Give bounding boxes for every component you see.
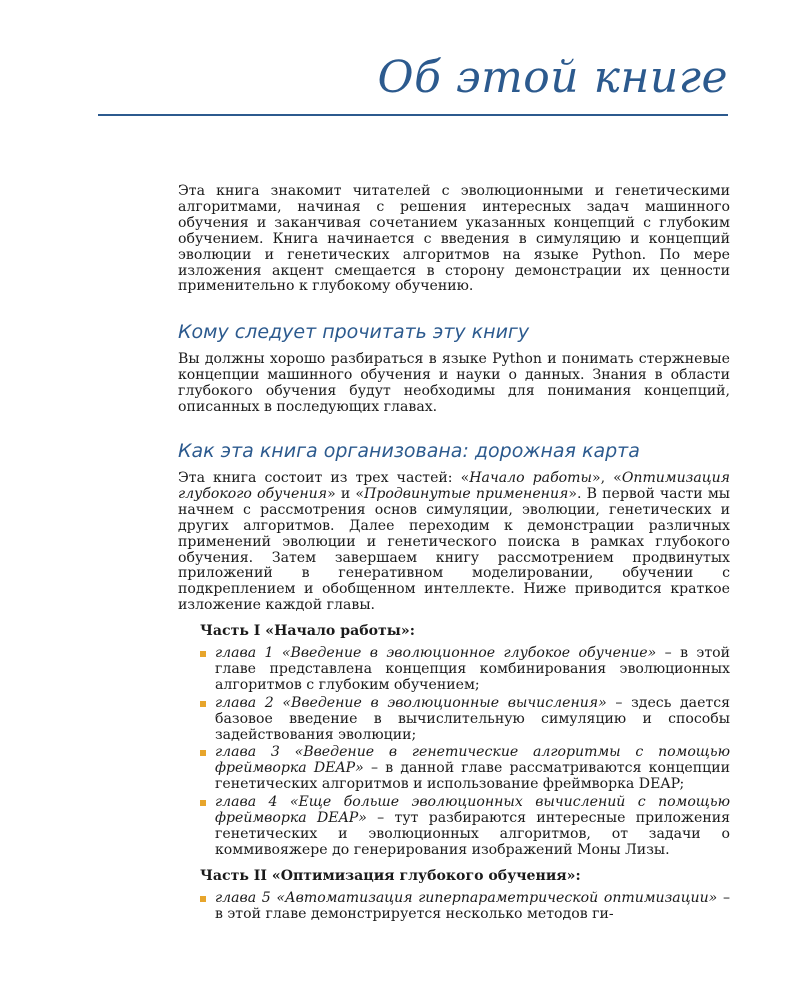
chapter-label: глава 3 «Введение в генетические алгоритмы с помощью фреймворка DEAP» — [215, 744, 730, 777]
audience-paragraph: Вы должны хорошо разбираться в языке Python и понимать стержневые концепции машинного обучения и науки о данных. Знания в области глубокого обучения будут необходимы для понимания концепций, описанных в последующих главах. — [178, 351, 730, 416]
page-content — [178, 184, 730, 925]
roadmap-sep-2: » и « — [327, 485, 365, 502]
roadmap-paragraph — [178, 471, 730, 614]
bullet-icon — [200, 800, 206, 806]
title-rule — [98, 114, 728, 116]
section-heading-audience: Кому следует прочитать эту книгу — [178, 321, 530, 344]
roadmap-sep-1: », « — [592, 469, 622, 486]
part2-chapter-list — [178, 891, 730, 923]
roadmap-text-start: Эта книга состоит из трех частей: « — [178, 469, 470, 486]
part2-title: Часть II «Оптимизация глубокого обучения»: — [200, 867, 581, 884]
section-heading-roadmap: Как эта книга организована: дорожная карта — [178, 439, 640, 462]
bullet-icon — [200, 750, 206, 756]
chapter-desc: – в этой главе представлена концепция комбинирования эволюционных алгоритмов с глубоким обучением; — [215, 645, 730, 693]
bullet-icon — [200, 651, 206, 657]
chapter-label: глава 4 «Еще больше эволюционных вычислений с помощью фреймворка DEAP» — [215, 794, 730, 827]
chapter-label: глава 1 «Введение в эволюционное глубокое обучение» — [215, 645, 657, 662]
chapter-desc: – здесь дается базовое введение в вычислительную симуляцию и способы задействования эволюции; — [215, 694, 731, 743]
bullet-icon — [200, 701, 206, 707]
part2-name: Оптимизация глубокого обучения — [178, 469, 730, 502]
list-item — [200, 646, 730, 694]
part1-chapter-list — [178, 646, 730, 859]
chapter-label: глава 5 «Автоматизация гиперпараметрической оптимизации» — [215, 889, 718, 906]
part1-name: Начало работы — [469, 469, 592, 486]
chapter-desc: – в этой главе демонстрируется несколько методов ги- — [215, 889, 730, 922]
chapter-title: Об этой книге — [377, 52, 728, 103]
chapter-desc: – тут разбираются интересные приложения генетических и эволюционных алгоритмов, от задачи о коммивояжере до генерирования изображений Моны Лизы. — [215, 810, 730, 858]
part1-title: Часть I «Начало работы»: — [200, 623, 415, 640]
roadmap-text-end: ». В первой части мы начнем с рассмотрения основ симуляции, эволюции, генетических и других алгоритмов. Далее переходим к демонстрации различных применений эволюции и генетического поиска в рамках глубокого обучения. Затем завершаем книгу рассмотрением продвинутых приложений в генеративном моделировании, обучении с подкреплением и обобщенном интеллекте. Ниже приводится краткое изложение каждой главы. — [178, 485, 730, 614]
chapter-desc: – в данной главе рассматриваются концепции генетических алгоритмов и использование фреймворка DEAP; — [215, 760, 730, 793]
chapter-label: глава 2 «Введение в эволюционные вычисления» — [215, 694, 607, 711]
list-item — [200, 795, 730, 859]
intro-paragraph: Эта книга знакомит читателей с эволюционными и генетическими алгоритмами, начиная с решения интересных задач машинного обучения и заканчивая сочетанием указанных концепций с глубоким обучением. Книга начинается с введения в симуляцию и концепций эволюции и генетических алгоритмов на языке Python. По мере изложения акцент смещается в сторону демонстрации их ценности применительно к глубокому обучению. — [178, 183, 730, 295]
list-item — [200, 891, 730, 923]
bullet-icon — [200, 896, 206, 902]
list-item — [200, 745, 730, 793]
part3-name: Продвинутые применения — [364, 485, 569, 502]
list-item — [200, 696, 730, 744]
